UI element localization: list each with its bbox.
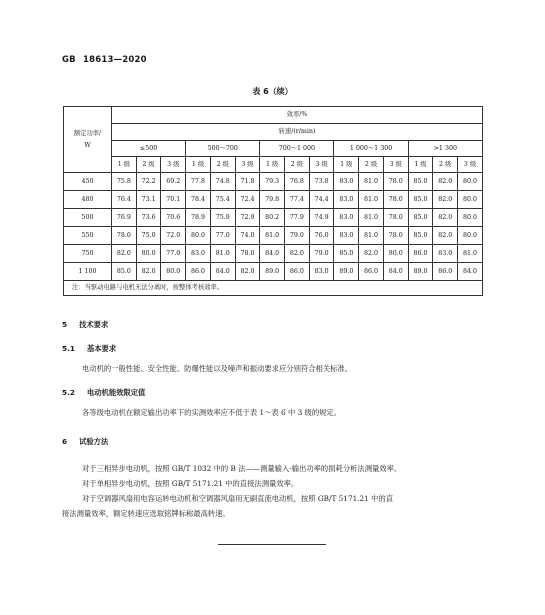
efficiency-cell: 81.0 (359, 191, 384, 209)
efficiency-cell: 85.0 (408, 227, 433, 245)
efficiency-cell: 89.0 (334, 263, 359, 281)
efficiency-cell: 83.0 (334, 173, 359, 191)
speed-range-cell: 500～700 (186, 141, 260, 157)
efficiency-cell: 82.0 (112, 245, 137, 263)
efficiency-cell: 80.0 (383, 245, 408, 263)
efficiency-cell: 82.0 (433, 173, 458, 191)
standard-header (62, 55, 147, 65)
efficiency-cell: 81.0 (260, 227, 285, 245)
speed-header: 转速/(r/min) (112, 124, 483, 141)
efficiency-cell: 81.0 (359, 227, 384, 245)
efficiency-cell: 76.4 (112, 191, 137, 209)
efficiency-cell: 83.0 (186, 245, 211, 263)
power-header-label: 额定功率/ (73, 129, 102, 137)
section-6-heading (62, 437, 108, 447)
section-6-text-1: 对于三相异步电动机，按照 GB/T 1032 中的 B 法——测量输入-输出功率的损耗分析法测量效率。 (82, 464, 402, 473)
efficiency-cell: 70.6 (161, 209, 186, 227)
efficiency-header: 效率/% (112, 107, 483, 124)
power-header-unit: W (84, 141, 91, 149)
efficiency-cell: 86.0 (359, 263, 384, 281)
section-5-2-text: 各等级电动机在额定输出功率下的实测效率应不低于表 1～表 6 中 3 级的规定。 (82, 408, 342, 417)
efficiency-cell: 79.8 (260, 191, 285, 209)
section-6-text-3b: 接法测量效率，额定转速应选取铭牌标称最高转速。 (62, 509, 230, 518)
grade-header-cell: 1 级 (408, 157, 433, 173)
section-6-text-3a: 对于空调器风扇用电容运转电动机和空调器风扇用无刷直流电动机，按照 GB/T 5171.21 中的直 (82, 494, 394, 503)
section-number: 5.2 (62, 388, 75, 397)
section-title: 技术要求 (79, 320, 109, 329)
grade-header-cell: 2 级 (210, 157, 235, 173)
efficiency-cell: 77.4 (285, 191, 310, 209)
section-number: 5 (62, 320, 68, 329)
efficiency-cell: 84.0 (383, 263, 408, 281)
standard-code: GB (62, 55, 76, 65)
efficiency-cell: 77.8 (186, 173, 211, 191)
section-number: 6 (62, 437, 68, 446)
efficiency-cell: 72.4 (235, 191, 260, 209)
grade-header-cell: 1 级 (260, 157, 285, 173)
efficiency-cell: 86.0 (408, 245, 433, 263)
efficiency-cell: 85.0 (334, 245, 359, 263)
section-number: 5.1 (62, 344, 75, 353)
efficiency-cell: 86.0 (186, 263, 211, 281)
grade-header-cell: 1 级 (186, 157, 211, 173)
efficiency-cell: 73.1 (136, 191, 161, 209)
section-5-2-heading (62, 388, 145, 398)
efficiency-cell: 80.0 (186, 227, 211, 245)
power-cell: 480 (64, 191, 112, 209)
efficiency-cell: 74.0 (235, 227, 260, 245)
efficiency-cell: 75.9 (210, 209, 235, 227)
efficiency-cell: 73.6 (136, 209, 161, 227)
efficiency-cell: 78.0 (383, 173, 408, 191)
section-title: 基本要求 (86, 344, 117, 353)
efficiency-cell: 85.0 (408, 191, 433, 209)
efficiency-cell: 82.0 (433, 191, 458, 209)
efficiency-cell: 89.0 (408, 263, 433, 281)
efficiency-cell: 78.9 (186, 209, 211, 227)
efficiency-cell: 71.8 (235, 173, 260, 191)
efficiency-cell: 74.4 (309, 191, 334, 209)
table-row (64, 227, 483, 245)
efficiency-cell: 72.2 (136, 173, 161, 191)
table-row (64, 245, 483, 263)
grade-header-cell: 3 级 (309, 157, 334, 173)
section-title: 电动机能效限定值 (86, 388, 146, 397)
efficiency-cell: 75.4 (210, 191, 235, 209)
efficiency-cell: 83.0 (334, 209, 359, 227)
efficiency-cell: 82.0 (433, 227, 458, 245)
power-header (64, 107, 112, 173)
efficiency-cell: 81.0 (359, 173, 384, 191)
efficiency-cell: 80.0 (458, 209, 483, 227)
efficiency-cell: 79.3 (260, 173, 285, 191)
grade-header-cell: 2 级 (433, 157, 458, 173)
efficiency-cell: 76.0 (309, 227, 334, 245)
efficiency-cell: 81.0 (210, 245, 235, 263)
efficiency-cell: 74.9 (309, 209, 334, 227)
efficiency-cell: 83.0 (433, 245, 458, 263)
standard-number: 18613—2020 (83, 55, 147, 65)
grade-header-cell: 1 级 (334, 157, 359, 173)
grade-header-cell: 2 级 (285, 157, 310, 173)
efficiency-cell: 84.0 (210, 263, 235, 281)
efficiency-cell: 82.0 (136, 263, 161, 281)
efficiency-cell: 85.0 (408, 209, 433, 227)
efficiency-cell: 75.8 (112, 173, 137, 191)
efficiency-cell: 77.0 (161, 245, 186, 263)
speed-range-cell: ≤500 (112, 141, 186, 157)
section-5-1-heading (62, 344, 116, 354)
efficiency-cell: 86.0 (433, 263, 458, 281)
efficiency-table (63, 106, 483, 296)
section-5-heading (62, 320, 108, 330)
power-cell: 500 (64, 209, 112, 227)
efficiency-cell: 78.0 (235, 245, 260, 263)
efficiency-cell: 84.0 (260, 245, 285, 263)
efficiency-cell: 76.8 (285, 173, 310, 191)
efficiency-cell: 77.9 (285, 209, 310, 227)
efficiency-cell: 83.0 (334, 191, 359, 209)
table-note: 注：当驱动电路与电机无法分离时，按整体考核效率。 (64, 281, 483, 296)
power-cell: 450 (64, 173, 112, 191)
efficiency-cell: 79.0 (285, 227, 310, 245)
efficiency-cell: 89.0 (260, 263, 285, 281)
grade-header-cell: 2 级 (136, 157, 161, 173)
efficiency-cell: 82.0 (433, 209, 458, 227)
efficiency-cell: 80.0 (458, 173, 483, 191)
grade-header-cell: 3 级 (383, 157, 408, 173)
grade-header-cell: 3 级 (458, 157, 483, 173)
grade-header-cell: 3 级 (235, 157, 260, 173)
table-row (64, 263, 483, 281)
efficiency-cell: 72.9 (235, 209, 260, 227)
efficiency-cell: 78.0 (383, 191, 408, 209)
efficiency-cell: 84.0 (458, 263, 483, 281)
efficiency-cell: 80.2 (260, 209, 285, 227)
efficiency-cell: 78.4 (186, 191, 211, 209)
table-title: 表 6（续） (252, 87, 293, 96)
efficiency-cell: 81.0 (458, 245, 483, 263)
efficiency-cell: 72.0 (161, 227, 186, 245)
efficiency-cell: 82.0 (235, 263, 260, 281)
efficiency-cell: 79.0 (309, 245, 334, 263)
efficiency-cell: 81.0 (359, 209, 384, 227)
speed-range-cell: 1 000～1 300 (334, 141, 408, 157)
table-row (64, 209, 483, 227)
efficiency-cell: 85.0 (408, 173, 433, 191)
efficiency-cell: 82.0 (359, 245, 384, 263)
efficiency-cell: 80.0 (458, 191, 483, 209)
efficiency-cell: 78.0 (112, 227, 137, 245)
efficiency-cell: 80.0 (136, 245, 161, 263)
efficiency-cell: 77.0 (210, 227, 235, 245)
efficiency-cell: 80.0 (161, 263, 186, 281)
power-cell: 750 (64, 245, 112, 263)
efficiency-cell: 82.0 (285, 245, 310, 263)
efficiency-cell: 83.0 (309, 263, 334, 281)
power-cell: 550 (64, 227, 112, 245)
efficiency-cell: 83.0 (334, 227, 359, 245)
efficiency-cell: 74.8 (210, 173, 235, 191)
end-rule (218, 544, 326, 545)
grade-header-cell: 2 级 (359, 157, 384, 173)
speed-range-cell: >1 300 (408, 141, 482, 157)
efficiency-cell: 86.0 (285, 263, 310, 281)
grade-header-cell: 1 级 (112, 157, 137, 173)
section-6-text-2: 对于单相异步电动机，按照 GB/T 5171.21 中的直接法测量效率。 (82, 479, 299, 488)
table-row (64, 191, 483, 209)
efficiency-cell: 80.0 (458, 227, 483, 245)
section-title: 试验方法 (79, 437, 109, 446)
speed-range-cell: 700～1 000 (260, 141, 334, 157)
efficiency-cell: 75.0 (136, 227, 161, 245)
efficiency-cell: 69.2 (161, 173, 186, 191)
efficiency-cell: 70.1 (161, 191, 186, 209)
power-cell: 1 100 (64, 263, 112, 281)
efficiency-cell: 76.9 (112, 209, 137, 227)
grade-header-cell: 3 级 (161, 157, 186, 173)
efficiency-cell: 78.0 (383, 227, 408, 245)
section-5-1-text: 电动机的一般性能、安全性能、防爆性能以及噪声和振动要求应分别符合相关标准。 (82, 364, 352, 373)
efficiency-cell: 78.0 (383, 209, 408, 227)
efficiency-cell: 73.8 (309, 173, 334, 191)
table-row (64, 173, 483, 191)
efficiency-cell: 85.0 (112, 263, 137, 281)
